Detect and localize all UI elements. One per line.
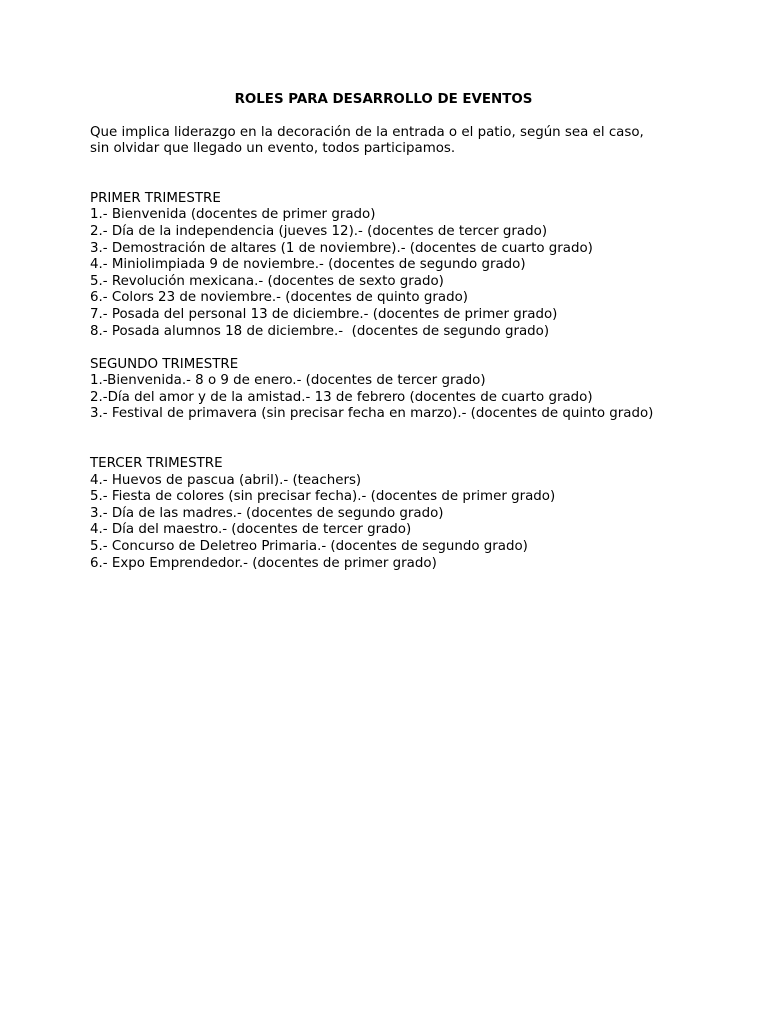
section-segundo-trimestre	[90, 357, 690, 423]
section-tercer-trimestre	[90, 456, 690, 572]
event-list	[90, 373, 690, 423]
section-heading: SEGUNDO TRIMESTRE	[90, 356, 239, 372]
list-item: 6.- Colors 23 de noviembre.- (docentes de quinto grado)	[90, 290, 468, 306]
document-page	[90, 92, 690, 572]
list-item: 5.- Fiesta de colores (sin precisar fecha).- (docentes de primer grado)	[90, 489, 556, 505]
section-primer-trimestre	[90, 191, 690, 340]
intro-line: Que implica liderazgo en la decoración de la entrada o el patio, según sea el caso,	[90, 124, 644, 140]
list-item: 4.- Día del maestro.- (docentes de tercer grado)	[90, 522, 412, 538]
list-item: 2.- Día de la independencia (jueves 12).- (docentes de tercer grado)	[90, 223, 548, 239]
intro-paragraph	[90, 125, 690, 158]
list-item: 3.- Demostración de altares (1 de noviembre).- (docentes de cuarto grado)	[90, 240, 593, 256]
section-heading: TERCER TRIMESTRE	[90, 456, 223, 471]
event-list	[90, 207, 690, 340]
list-item: 6.- Expo Emprendedor.- (docentes de primer grado)	[90, 555, 437, 571]
list-item: 5.- Concurso de Deletreo Primaria.- (docentes de segundo grado)	[90, 538, 528, 554]
list-item: 3.- Día de las madres.- (docentes de segundo grado)	[90, 505, 444, 521]
list-item: 1.- Bienvenida (docentes de primer grado)	[90, 207, 376, 223]
document-title: ROLES PARA DESARROLLO DE EVENTOS	[234, 92, 533, 107]
list-item: 2.-Día del amor y de la amistad.- 13 de febrero (docentes de cuarto grado)	[90, 389, 593, 405]
spacer	[90, 423, 690, 456]
list-item: 5.- Revolución mexicana.- (docentes de sexto grado)	[90, 273, 444, 289]
intro-line: sin olvidar que llegado un evento, todos participamos.	[90, 141, 456, 157]
section-heading: PRIMER TRIMESTRE	[90, 190, 221, 206]
list-item: 1.-Bienvenida.- 8 o 9 de enero.- (docentes de tercer grado)	[90, 373, 486, 389]
event-list	[90, 473, 690, 573]
list-item: 8.- Posada alumnos 18 de diciembre.- (docentes de segundo grado)	[90, 323, 550, 339]
list-item: 4.- Huevos de pascua (abril).- (teachers)	[90, 472, 362, 488]
spacer	[90, 158, 690, 191]
list-item: 4.- Miniolimpiada 9 de noviembre.- (docentes de segundo grado)	[90, 257, 526, 273]
list-item: 3.- Festival de primavera (sin precisar fecha en marzo).- (docentes de quinto grado)	[90, 406, 654, 422]
list-item: 7.- Posada del personal 13 de diciembre.- (docentes de primer grado)	[90, 306, 558, 322]
spacer	[90, 340, 690, 357]
